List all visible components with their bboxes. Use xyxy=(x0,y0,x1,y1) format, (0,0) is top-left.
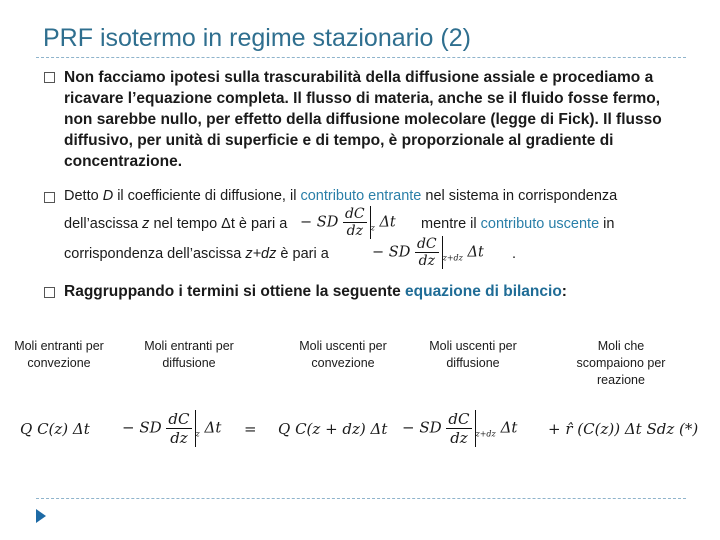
bullet-box-icon xyxy=(44,287,55,298)
derivative-eval xyxy=(415,236,443,269)
bullet-box-icon xyxy=(44,72,55,83)
paragraph-fick: Non facciamo ipotesi sulla trascurabilità della diffusione assiale e procediamo a ricavare l’equazione completa. Il flusso di materia, anche se il fluido fosse fermo, non sarebbe nullo, per effetto della diffusione molecolare (legge di Fick). Il flusso diffusivo, per unità di superficie e di tempo, è proporzionale al gradiente di concentrazione. xyxy=(64,69,662,170)
denominator-dz: dz xyxy=(418,253,435,269)
formula-minus-sd: − SD xyxy=(300,214,339,231)
text-fragment: nel tempo xyxy=(149,216,222,232)
paragraph-bilancio xyxy=(64,283,567,301)
formula-delta-t: Δt xyxy=(379,214,396,231)
equals-sign: = xyxy=(244,420,257,438)
contributo-entrante-term: contributo entrante xyxy=(300,188,422,204)
inline-formula-entrante xyxy=(300,206,396,239)
denominator-dz: dz xyxy=(346,223,363,239)
denominator-dz: dz xyxy=(450,429,468,447)
equation-term-diffusion-out xyxy=(402,410,517,447)
text-fragment: Detto xyxy=(64,188,103,204)
symbol-z-plus-dz: z+dz xyxy=(245,246,277,262)
formula-minus-sd: − SD xyxy=(402,418,442,437)
equation-term-convection-in: Q C(z) Δt xyxy=(20,420,90,438)
symbol-D: D xyxy=(102,188,114,204)
formula-delta-t: Δt xyxy=(500,418,518,437)
symbol-z: z xyxy=(142,216,150,232)
equation-term-diffusion-in xyxy=(122,410,221,447)
diffusion-line-3 xyxy=(64,246,329,262)
text-fragment: dell’ascissa xyxy=(64,216,143,232)
formula-delta-t: Δt xyxy=(204,418,222,437)
derivative-eval xyxy=(166,410,195,447)
symbol-delta-t: Δt xyxy=(221,216,235,232)
subscript-z: z xyxy=(370,223,375,233)
numerator-dC: dC xyxy=(416,236,437,252)
label-moli-entranti-diffusione: Moli entranti per diffusione xyxy=(144,339,234,370)
formula-minus-sd: − SD xyxy=(122,418,162,437)
derivative-fraction xyxy=(446,410,471,447)
text-fragment: mentre il xyxy=(421,216,481,232)
derivative-fraction xyxy=(415,236,439,269)
bullet-box-icon xyxy=(44,192,55,203)
equation-term-convection-out: Q C(z + dz) Δt xyxy=(278,420,388,438)
diffusion-line-2b xyxy=(421,216,614,232)
equation-term-reaction: + r̂ (C(z)) Δt Sdz (*) xyxy=(548,420,699,438)
label-moli-uscenti-convezione: Moli uscenti per convezione xyxy=(299,339,387,370)
text-fragment: nel sistema in corrispondenza xyxy=(421,188,618,204)
text-fragment: è pari a xyxy=(276,246,329,262)
label-moli-uscenti-diffusione: Moli uscenti per diffusione xyxy=(429,339,517,370)
subscript-z: z xyxy=(195,429,200,439)
inline-formula-uscente xyxy=(372,236,484,269)
formula-delta-t: Δt xyxy=(467,244,484,261)
subscript-z-dz: z+dz xyxy=(442,253,463,263)
numerator-dC: dC xyxy=(344,206,365,222)
label-moli-entranti-convezione: Moli entranti per convezione xyxy=(14,339,104,370)
diffusion-line-2 xyxy=(64,216,287,232)
derivative-fraction xyxy=(166,410,191,447)
text-fragment: il coefficiente di diffusione, il xyxy=(113,188,301,204)
diffusion-line-1 xyxy=(64,188,617,204)
footer-divider xyxy=(36,498,686,499)
period: . xyxy=(512,246,517,262)
text-fragment: Raggruppando i termini si ottiene la seguente xyxy=(64,283,406,300)
slide-title: PRF isotermo in regime stazionario (2) xyxy=(43,24,471,52)
text-fragment: in xyxy=(599,216,615,232)
derivative-eval xyxy=(343,206,371,239)
numerator-dC: dC xyxy=(168,410,190,428)
derivative-fraction xyxy=(343,206,367,239)
text-fragment: : xyxy=(561,283,567,300)
numerator-dC: dC xyxy=(448,410,470,428)
equazione-di-bilancio-term: equazione di bilancio xyxy=(405,283,562,300)
label-moli-reazione: Moli che scompaiono per reazione xyxy=(576,339,666,387)
subscript-z-dz: z+dz xyxy=(475,429,496,439)
next-arrow-icon[interactable] xyxy=(36,509,46,523)
text-fragment: è pari a xyxy=(234,216,288,232)
denominator-dz: dz xyxy=(170,429,188,447)
text-fragment: corrispondenza dell’ascissa xyxy=(64,246,246,262)
derivative-eval xyxy=(446,410,475,447)
contributo-uscente-term: contributo uscente xyxy=(480,216,600,232)
formula-minus-sd: − SD xyxy=(372,244,411,261)
title-divider xyxy=(36,57,686,58)
